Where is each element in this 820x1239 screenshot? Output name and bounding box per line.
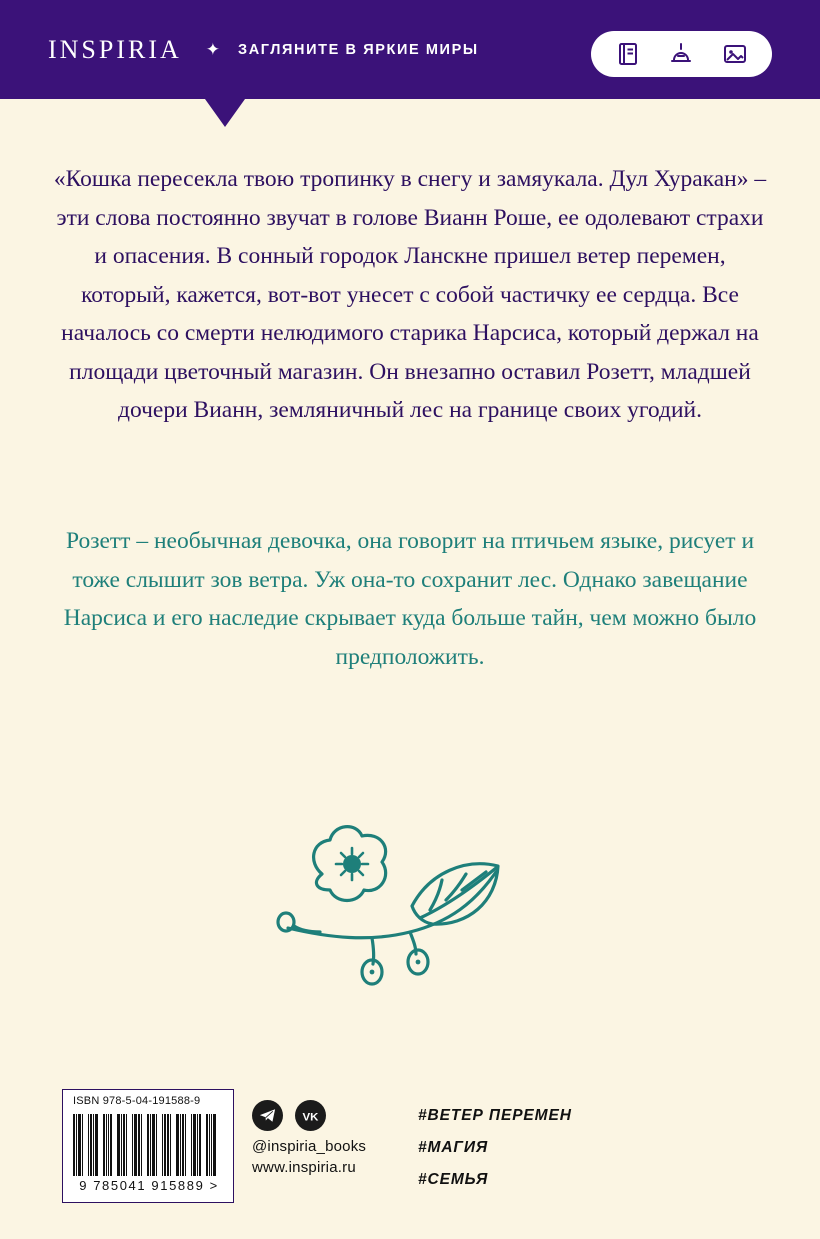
website-url: www.inspiria.ru: [252, 1159, 356, 1176]
format-icons-pill: [591, 31, 772, 77]
isbn-text: ISBN 978-5-04-191588-9: [73, 1095, 201, 1107]
description-paragraph-secondary: Розетт – необычная девочка, она говорит на птичьем языке, рисует и тоже слышит зов ветра. Уж она-то сохранит лес. Однако завещание Нарсиса и его наследие скрывает куда больше тайн, чем можно было предположить.: [63, 528, 757, 670]
vk-icon[interactable]: [295, 1100, 326, 1131]
telegram-icon[interactable]: [252, 1100, 283, 1131]
barcode-bars: [73, 1114, 225, 1176]
svg-text:VK: VK: [302, 1111, 319, 1124]
social-block: [252, 1100, 392, 1178]
publisher-logo: INSPIRIA: [48, 34, 182, 64]
book-icon: [613, 39, 643, 69]
barcode-digits: 9 785041 915889 >: [79, 1178, 219, 1193]
hashtag-item: #МАГИЯ: [418, 1139, 489, 1156]
hashtag-list: [418, 1100, 572, 1196]
hashtag-item: #ВЕТЕР ПЕРЕМЕН: [418, 1107, 572, 1124]
book-description-primary: [48, 160, 772, 430]
footer: [0, 1080, 820, 1239]
description-paragraph: «Кошка пересекла твою тропинку в снегу и замяукала. Дул Хуракан» – эти слова постоянно звучат в голове Вианн Роше, ее одолевают страхи и опасения. В сонный городок Ланскне пришел ветер перемен, который, кажется, вот-вот унесет с собой частичку ее сердца. Все началось со смерти нелюдимого старика Нарсиса, который держал на площади цветочный магазин. Он внезапно оставил Розетт, младшей дочери Вианн, земляничный лес на границе своих угодий.: [53, 166, 767, 423]
book-description-secondary: [48, 522, 772, 676]
header-tail-triangle: [0, 99, 820, 129]
header-band: [0, 0, 820, 99]
header-tagline: ЗАГЛЯНИТЕ В ЯРКИЕ МИРЫ: [238, 41, 479, 58]
barcode: [62, 1089, 234, 1203]
hashtag-item: #СЕМЬЯ: [418, 1171, 489, 1188]
flower-branch-ornament: [260, 810, 560, 990]
audiobook-icon: [666, 39, 696, 69]
social-handle: @inspiria_books: [252, 1138, 367, 1155]
social-icons: [252, 1100, 392, 1131]
image-icon: [720, 39, 750, 69]
star-icon: ✦: [205, 40, 221, 59]
